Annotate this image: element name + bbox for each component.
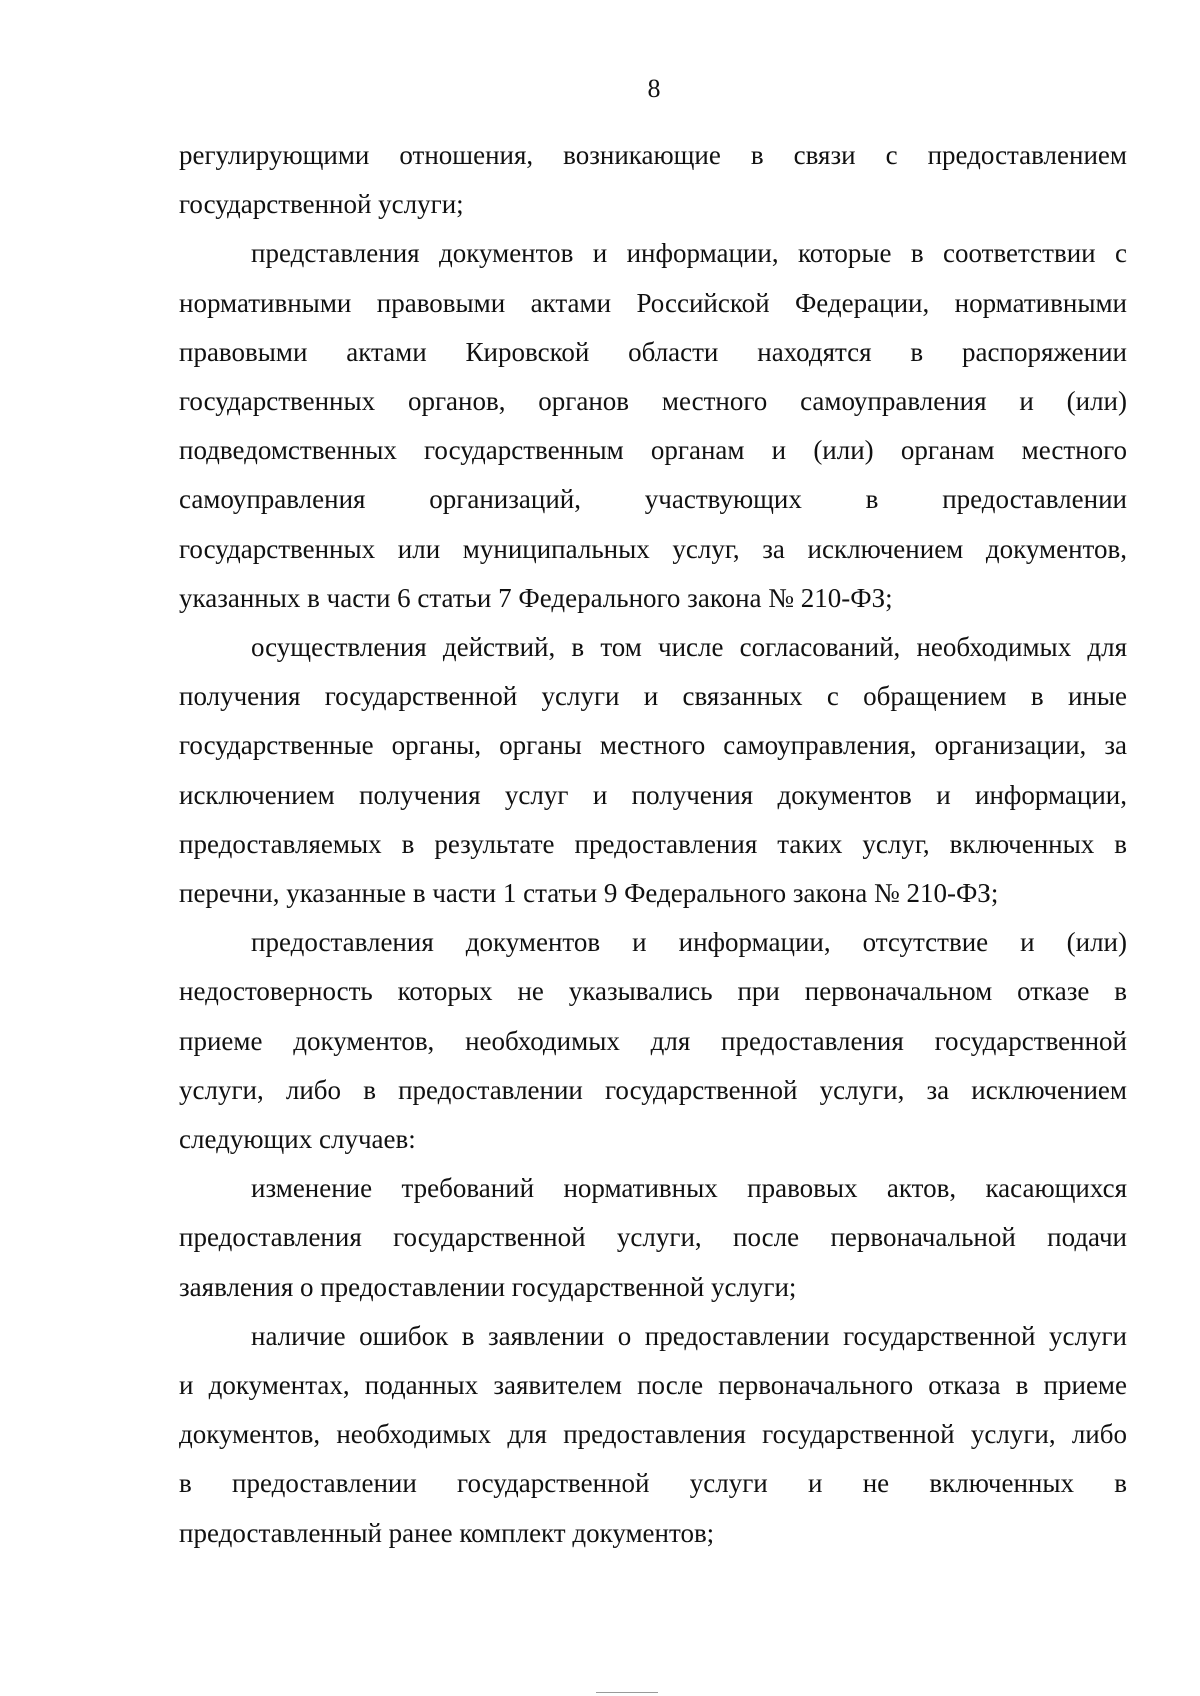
text-line: правовыми актами Кировской области находятся в распоряжении: [179, 336, 1127, 367]
text-line: документов, необходимых для предоставления государственной услуги, либо: [179, 1419, 1127, 1450]
document-body: [179, 131, 1127, 1558]
text-line: наличие ошибок в заявлении о предоставлении государственной услуги: [251, 1320, 1127, 1351]
text-line: в предоставлении государственной услуги и не включенных в: [179, 1468, 1127, 1499]
text-line: следующих случаев:: [179, 1124, 416, 1155]
text-line: государственных или муниципальных услуг, за исключением документов,: [179, 533, 1127, 564]
text-line: заявления о предоставлении государственной услуги;: [179, 1271, 797, 1302]
text-line: регулирующими отношения, возникающие в связи с предоставлением: [179, 140, 1127, 170]
text-line: подведомственных государственным органам и (или) органам местного: [179, 435, 1127, 466]
text-line: предоставления документов и информации, отсутствие и (или): [251, 927, 1127, 958]
text-line: получения государственной услуги и связанных с обращением в иные: [179, 681, 1127, 712]
text-line: приеме документов, необходимых для предоставления государственной: [179, 1025, 1127, 1056]
text-line: государственных органов, органов местного самоуправления и (или): [179, 386, 1127, 417]
text-line: и документах, поданных заявителем после первоначального отказа в приеме: [179, 1370, 1127, 1401]
text-line: перечни, указанные в части 1 статьи 9 Федерального закона № 210-ФЗ;: [179, 878, 999, 909]
text-line: изменение требований нормативных правовых актов, касающихся: [251, 1173, 1127, 1204]
text-line: предоставления государственной услуги, после первоначальной подачи: [179, 1222, 1127, 1253]
text-line: государственные органы, органы местного самоуправления, организации, за: [179, 730, 1127, 761]
scan-artifact-line: [596, 1692, 658, 1693]
text-line: нормативными правовыми актами Российской Федерации, нормативными: [179, 287, 1127, 318]
text-line: указанных в части 6 статьи 7 Федерального закона № 210-ФЗ;: [179, 582, 893, 613]
text-line: осуществления действий, в том числе согласований, необходимых для: [251, 632, 1127, 663]
text-line: услуги, либо в предоставлении государственной услуги, за исключением: [179, 1074, 1127, 1105]
text-line: исключением получения услуг и получения документов и информации,: [179, 779, 1127, 810]
text-line: недостоверность которых не указывались при первоначальном отказе в: [179, 976, 1127, 1007]
text-line: государственной услуги;: [179, 189, 464, 220]
text-line: представления документов и информации, которые в соответствии с: [251, 238, 1127, 269]
page-number: 8: [647, 74, 661, 103]
text-line: предоставленный ранее комплект документов;: [179, 1517, 715, 1548]
text-line: самоуправления организаций, участвующих в предоставлении: [179, 484, 1127, 515]
text-line: предоставляемых в результате предоставления таких услуг, включенных в: [179, 828, 1127, 859]
